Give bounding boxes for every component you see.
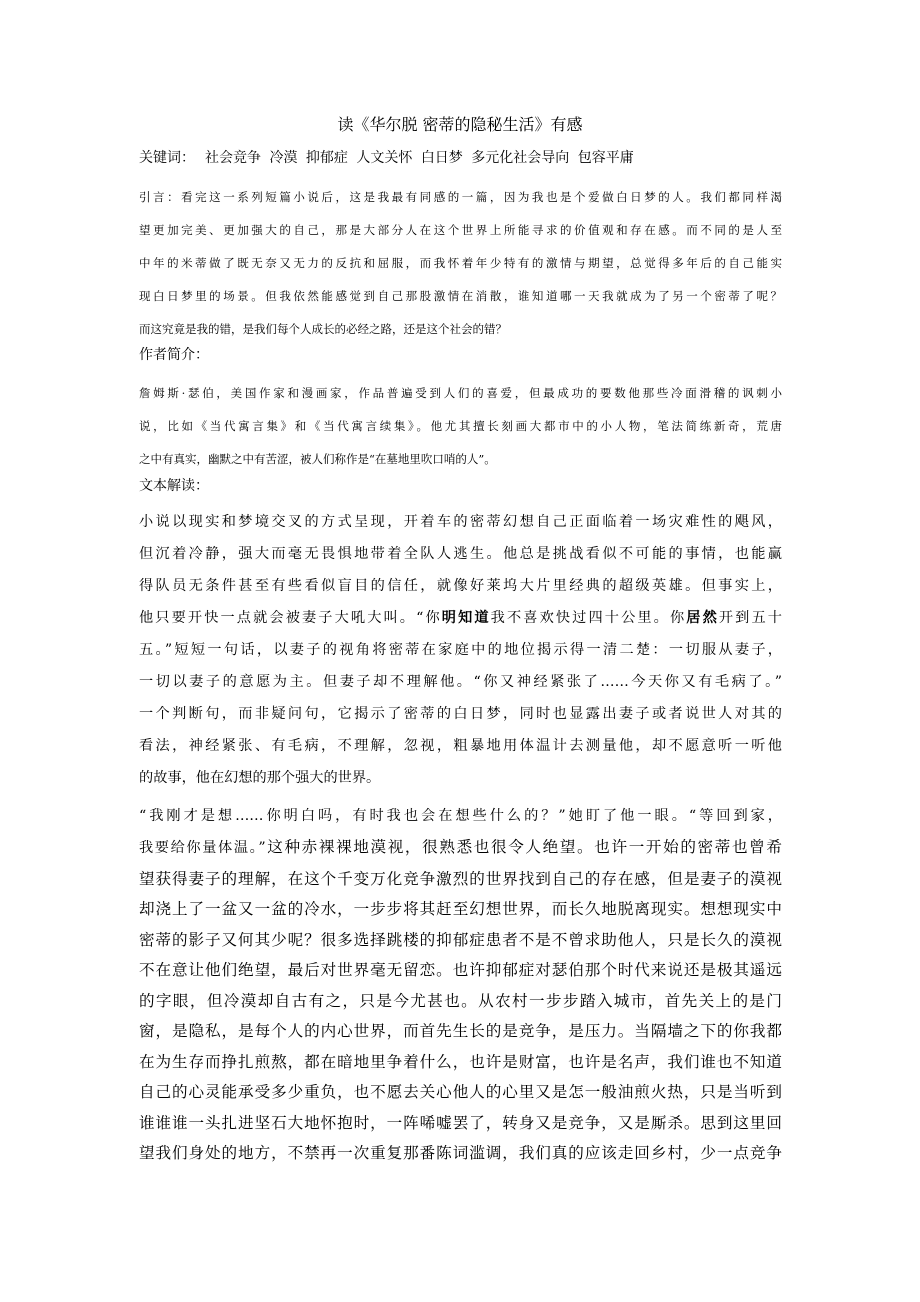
author-line: 之中有真实，幽默之中有苦涩，被人们称作是“在墓地里吹口哨的人”。 (139, 452, 496, 466)
keywords-line (139, 147, 638, 169)
analysis-line: 不在意让他们绝望，最后对世界毫无留恋。也许抑郁症对瑟伯那个时代来说还是极其遥远 (139, 961, 782, 979)
analysis-line: 一切以妻子的意愿为主。但妻子却不理解他。“你又神经紧张了……今天你又有毛病了。” (139, 674, 782, 690)
keyword: 人文关怀 (356, 150, 413, 166)
analysis-line (139, 832, 782, 864)
analysis-line: 窗，是隐私，是每个人的内心世界，而首先生长的是竞争，是压力。当隔墙之下的你我都 (139, 1022, 782, 1040)
analysis-line: “我刚才是想……你明白吗，有时我也会在想些什么的？”她盯了他一眼。“等回到家， (139, 808, 782, 824)
analysis-line: 自己的心灵能承受多少重负，也不愿去关心他人的心里又是怎一般油煎火热，只是当听到 (139, 1083, 782, 1101)
analysis-line: 的字眼，但冷漠却自古有之，只是今尤甚也。从农村一步步踏入城市，首先关上的是门 (139, 991, 782, 1010)
text-run: 开到五十 (718, 610, 782, 626)
bold-text: 居然 (686, 610, 719, 626)
intro-line: 引言：看完这一系列短篇小说后，这是我最有同感的一篇，因为我也是个爱做白日梦的人。我们都同样渴 (139, 190, 782, 204)
analysis-line: 看法，神经紧张、有毛病，不理解，忽视，粗暴地用体温计去测量他，却不愿意听一听他 (139, 738, 782, 754)
analysis-paragraph-2 (139, 800, 782, 832)
keyword: 包容平庸 (577, 150, 634, 166)
keyword: 多元化社会导向 (471, 150, 570, 166)
intro-line: 而这究竟是我的错，是我们每个人成长的必经之路，还是这个社会的错？ (139, 322, 507, 336)
analysis-line: 小说以现实和梦境交叉的方式呈现，开着车的密蒂幻想自己正面临着一场灾难性的飓风， (139, 514, 782, 530)
keywords-label: 关键词： (139, 150, 195, 166)
intro-line: 望更加完美、更加强大的自己，那是大部分人在这个世界上所能寻求的价值观和存在感。而不同的是人至 (139, 223, 782, 237)
analysis-line: 谁谁谁一头扎进坚石大地怀抱时，一阵唏嘘罢了，转身又是竞争，又是厮杀。思到这里回 (139, 1113, 782, 1132)
text-run: 这种赤裸裸地漠视，很熟悉也很令人绝望。也许一开始的密蒂也曾希 (265, 838, 782, 856)
analysis-heading: 文本解读： (139, 478, 209, 494)
document-title: 读《华尔脱 密蒂的隐秘生活》有感 (337, 115, 583, 134)
intro-line: 现白日梦里的场景。但我依然能感觉到自己那股激情在消散，谁知道哪一天我就成为了另一个密蒂了呢？ (139, 289, 782, 303)
analysis-line: 但沉着冷静，强大而毫无畏惧地带着全队人逃生。他总是挑战看似不可能的事情，也能赢 (139, 546, 782, 562)
author-paragraph (139, 377, 782, 476)
keyword: 抑郁症 (305, 150, 348, 166)
keyword: 冷漠 (269, 150, 298, 166)
bold-text: 明知道 (441, 610, 491, 626)
analysis-line: 的故事，他在幻想的那个强大的世界。 (139, 770, 381, 786)
analysis-line: 却浇上了一盆又一盆的冷水，一步步将其赶至幻想世界，而长久地脱离现实。想想现实中 (139, 900, 782, 918)
text-run: 他只要开快一点就会被妻子大吼大叫。“你 (139, 610, 442, 626)
analysis-line: 密蒂的影子又何其少呢？很多选择跳楼的抑郁症患者不是不曾求助他人，只是长久的漠视 (139, 930, 782, 949)
analysis-paragraph-1 (139, 506, 782, 794)
analysis-line (139, 602, 782, 634)
intro-paragraph (139, 181, 782, 346)
quote-text: 我要给你量体温。” (139, 840, 266, 856)
analysis-line: 一个判断句，而非疑问句，它揭示了密蒂的白日梦，同时也显露出妻子或者说世人对其的 (139, 706, 782, 722)
analysis-line: 望获得妻子的理解，在这个千变万化竞争激烈的世界找到自己的存在感，但是妻子的漠视 (139, 869, 782, 888)
analysis-line: 在为生存而挣扎煎熬，都在暗地里争着什么，也许是财富，也许是名声，我们谁也不知道 (139, 1052, 782, 1071)
text-run: 我不喜欢快过四十公里。你 (490, 610, 687, 626)
keyword: 白日梦 (420, 150, 463, 166)
analysis-line: 五。”短短一句话，以妻子的视角将密蒂在家庭中的地位揭示得一清二楚：一切服从妻子， (139, 642, 782, 658)
author-heading: 作者简介： (139, 347, 209, 363)
analysis-line: 得队员无条件甚至有些看似盲目的信任，就像好莱坞大片里经典的超级英雄。但事实上， (139, 578, 782, 594)
author-line: 詹姆斯·瑟伯，美国作家和漫画家，作品普遍受到人们的喜爱，但最成功的要数他那些冷面滑稽的讽刺小 (139, 386, 782, 400)
keyword: 社会竞争 (205, 150, 261, 166)
analysis-line: 望我们身处的地方，不禁再一次重复那番陈词滥调，我们真的应该走回乡村，少一点竞争 (139, 1144, 782, 1162)
author-line: 说，比如《当代寓言集》和《当代寓言续集》。他尤其擅长刻画大都市中的小人物，笔法简练新奇，荒唐 (139, 419, 782, 433)
analysis-paragraph-3 (139, 832, 782, 1169)
intro-line: 中年的米蒂做了既无奈又无力的反抗和屈服，而我怀着年少特有的激情与期望，总觉得多年后的自己能实 (139, 256, 782, 270)
